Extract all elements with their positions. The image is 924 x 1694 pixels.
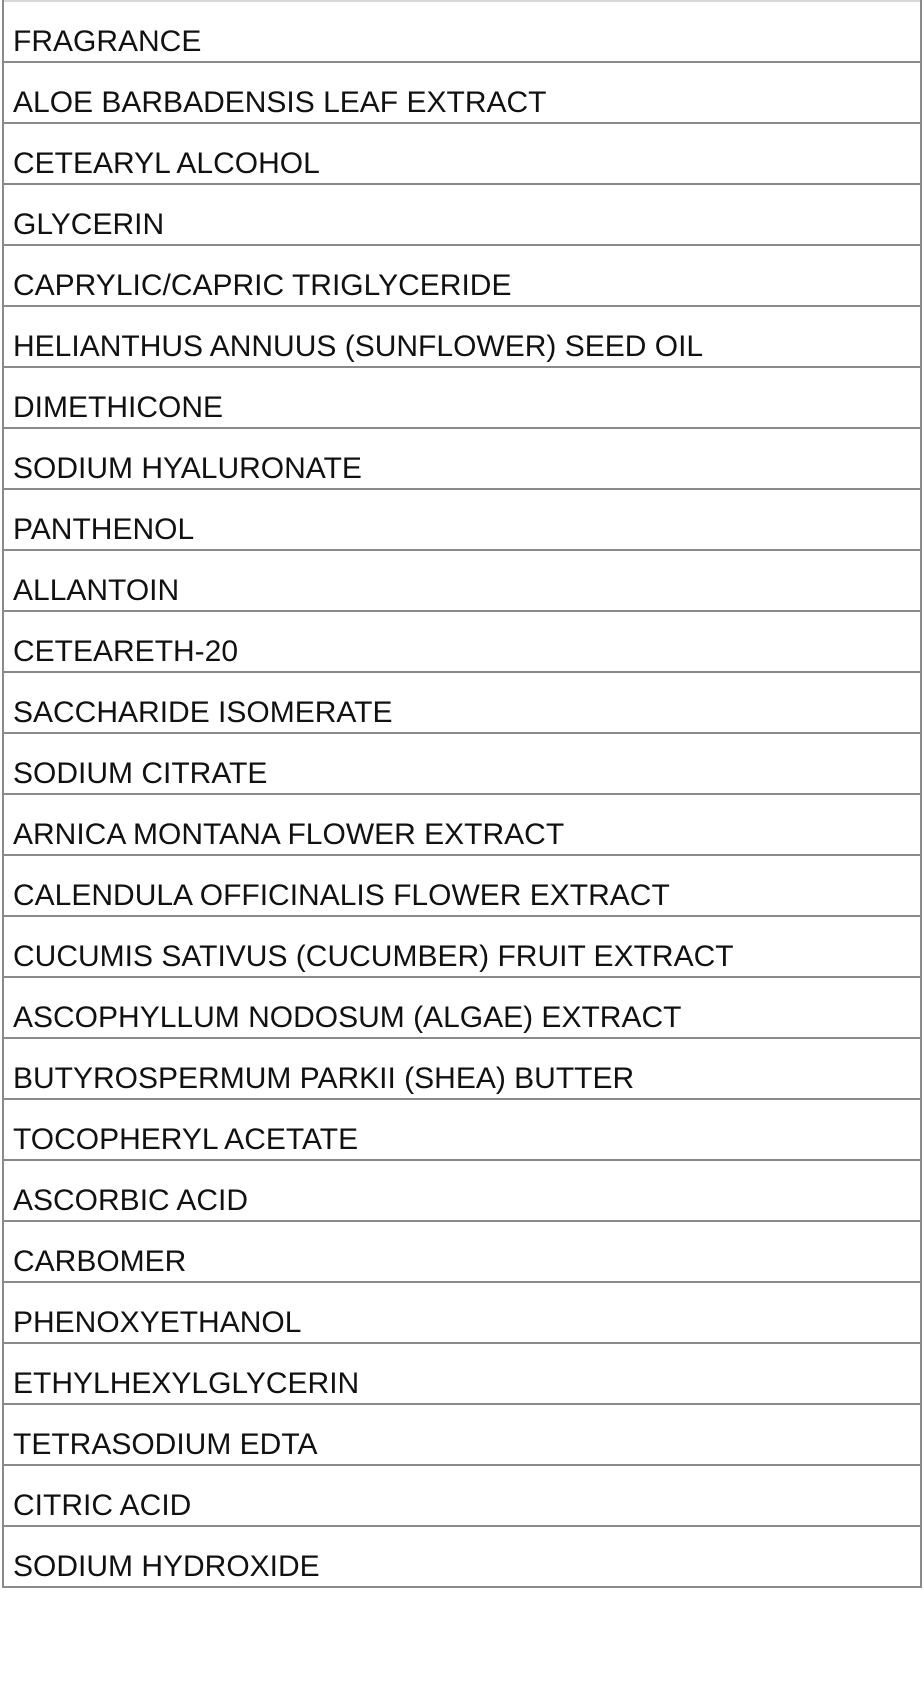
- ingredient-name: CARBOMER: [13, 1245, 187, 1278]
- table-row: [3, 916, 921, 977]
- ingredient-name: ETHYLHEXYLGLYCERIN: [13, 1367, 360, 1400]
- ingredient-cell: [3, 428, 921, 489]
- table-row: [3, 489, 921, 550]
- ingredient-name: DIMETHICONE: [13, 391, 223, 424]
- ingredient-name: TETRASODIUM EDTA: [13, 1428, 318, 1461]
- ingredient-cell: [3, 1282, 921, 1343]
- ingredient-cell: [3, 1038, 921, 1099]
- ingredient-name: HELIANTHUS ANNUUS (SUNFLOWER) SEED OIL: [13, 330, 704, 363]
- table-row: [3, 428, 921, 489]
- table-row: [3, 1282, 921, 1343]
- ingredient-name: ALLANTOIN: [13, 574, 180, 607]
- table-row: [3, 1099, 921, 1160]
- table-row: [3, 245, 921, 306]
- ingredient-name: BUTYROSPERMUM PARKII (SHEA) BUTTER: [13, 1062, 635, 1095]
- table-row: [3, 733, 921, 794]
- table-row: [3, 977, 921, 1038]
- table-row: [3, 794, 921, 855]
- ingredient-cell: [3, 123, 921, 184]
- ingredient-cell: [3, 916, 921, 977]
- ingredient-cell: [3, 672, 921, 733]
- table-row: [3, 550, 921, 611]
- ingredient-cell: [3, 1, 921, 62]
- table-row: [3, 1343, 921, 1404]
- ingredient-cell: [3, 1404, 921, 1465]
- ingredient-cell: [3, 367, 921, 428]
- table-row: [3, 1404, 921, 1465]
- table-row: [3, 367, 921, 428]
- ingredient-name: FRAGRANCE: [13, 25, 202, 58]
- ingredient-name: SACCHARIDE ISOMERATE: [13, 696, 393, 729]
- ingredient-list: [3, 1, 921, 1587]
- table-row: [3, 1221, 921, 1282]
- ingredient-name: SODIUM HYALURONATE: [13, 452, 362, 485]
- ingredient-name: CALENDULA OFFICINALIS FLOWER EXTRACT: [13, 879, 670, 912]
- ingredient-cell: [3, 1099, 921, 1160]
- table-row: [3, 1526, 921, 1587]
- ingredient-cell: [3, 733, 921, 794]
- ingredient-name: CETEARYL ALCOHOL: [13, 147, 320, 180]
- ingredient-name: SODIUM CITRATE: [13, 757, 268, 790]
- table-row: [3, 672, 921, 733]
- ingredient-cell: [3, 1526, 921, 1587]
- ingredient-cell: [3, 489, 921, 550]
- table-row: [3, 855, 921, 916]
- ingredient-name: PHENOXYETHANOL: [13, 1306, 302, 1339]
- table-row: [3, 184, 921, 245]
- ingredient-name: ALOE BARBADENSIS LEAF EXTRACT: [13, 86, 547, 119]
- table-row: [3, 123, 921, 184]
- table-row: [3, 611, 921, 672]
- ingredient-name: SODIUM HYDROXIDE: [13, 1550, 320, 1583]
- table-row: [3, 1465, 921, 1526]
- ingredient-cell: [3, 794, 921, 855]
- ingredient-name: CAPRYLIC/CAPRIC TRIGLYCERIDE: [13, 269, 512, 302]
- table-row: [3, 306, 921, 367]
- ingredient-cell: [3, 1465, 921, 1526]
- ingredient-name: ASCOPHYLLUM NODOSUM (ALGAE) EXTRACT: [13, 1001, 682, 1034]
- ingredient-name: CUCUMIS SATIVUS (CUCUMBER) FRUIT EXTRACT: [13, 940, 734, 973]
- ingredient-cell: [3, 550, 921, 611]
- ingredient-name: PANTHENOL: [13, 513, 195, 546]
- ingredient-name: CETEARETH-20: [13, 635, 239, 668]
- ingredient-cell: [3, 184, 921, 245]
- ingredient-table: [2, 0, 922, 1588]
- ingredient-name: CITRIC ACID: [13, 1489, 192, 1522]
- ingredient-name: ARNICA MONTANA FLOWER EXTRACT: [13, 818, 565, 851]
- ingredient-name: ASCORBIC ACID: [13, 1184, 249, 1217]
- ingredient-cell: [3, 1221, 921, 1282]
- ingredient-name: TOCOPHERYL ACETATE: [13, 1123, 359, 1156]
- ingredient-cell: [3, 306, 921, 367]
- ingredient-cell: [3, 1343, 921, 1404]
- table-row: [3, 1, 921, 62]
- ingredient-cell: [3, 611, 921, 672]
- ingredient-name: GLYCERIN: [13, 208, 165, 241]
- table-row: [3, 1160, 921, 1221]
- table-row: [3, 1038, 921, 1099]
- ingredient-cell: [3, 977, 921, 1038]
- ingredient-cell: [3, 1160, 921, 1221]
- table-row: [3, 62, 921, 123]
- ingredient-cell: [3, 245, 921, 306]
- ingredient-cell: [3, 855, 921, 916]
- ingredient-cell: [3, 62, 921, 123]
